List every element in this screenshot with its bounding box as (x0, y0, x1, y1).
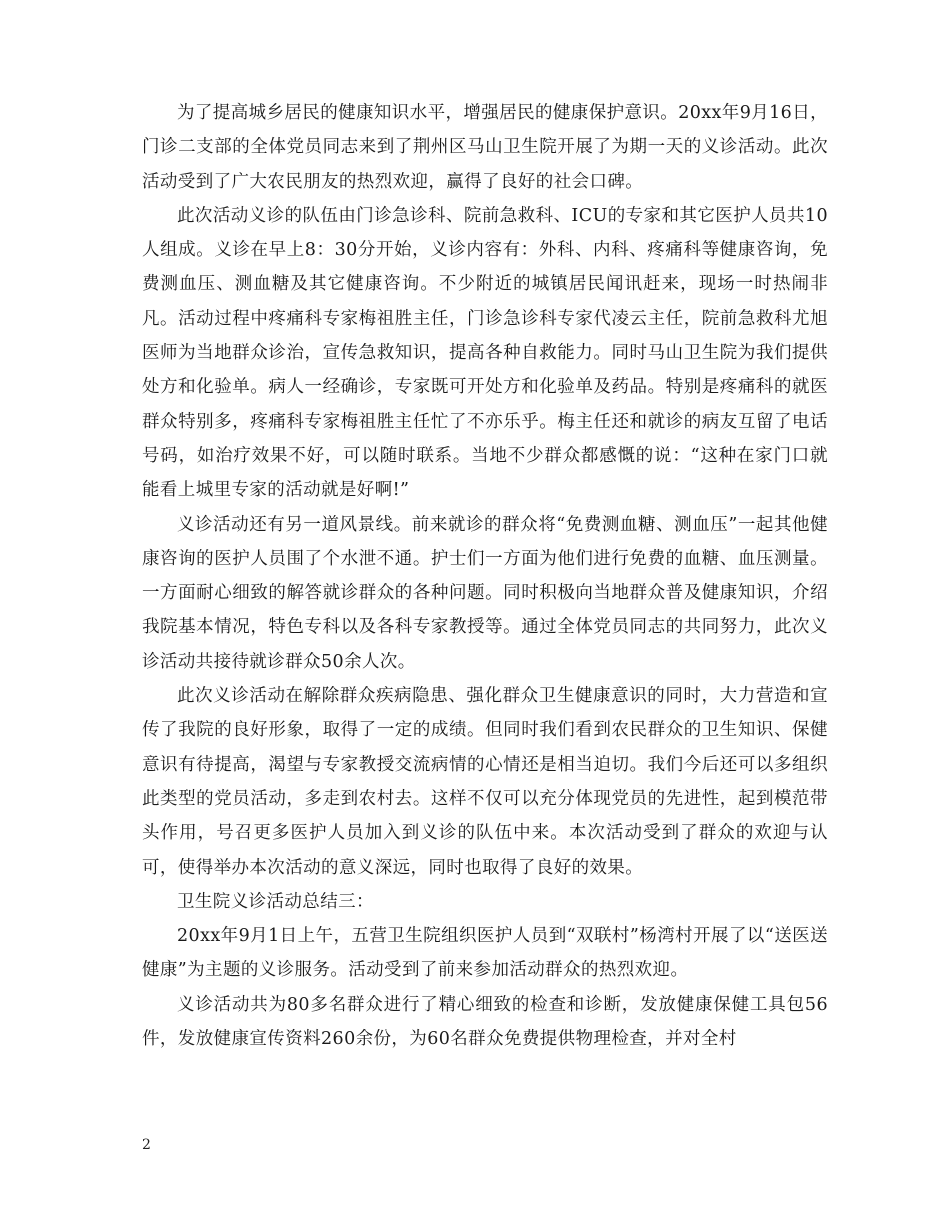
paragraph-2: 此次活动义诊的队伍由门诊急诊科、院前急救科、ICU的专家和其它医护人员共10人组成。义诊在早上8：30分开始，义诊内容有：外科、内科、疼痛科等健康咨询，免费测血压、测血糖及其它健康咨询。不少附近的城镇居民闻讯赶来，现场一时热闹非凡。活动过程中疼痛科专家梅祖胜主任，门诊急诊科专家代凌云主任，院前急救科尤旭医师为当地群众诊治，宣传急救知识，提高各种自救能力。同时马山卫生院为我们提供处方和化验单。病人一经确诊，专家既可开处方和化验单及药品。特别是疼痛科的就医群众特别多，疼痛科专家梅祖胜主任忙了不亦乐乎。梅主任还和就诊的病友互留了电话号码，如治疗效果不好，可以随时联系。当地不少群众都感慨的说：“这种在家门口就能看上城里专家的活动就是好啊!” (142, 205, 828, 501)
section-heading: 卫生院义诊活动总结三： (177, 891, 374, 912)
paragraph-1: 为了提高城乡居民的健康知识水平，增强居民的健康保护意识。20xx年9月16日，门诊二支部的全体党员同志来到了荆州区马山卫生院开展了为期一天的义诊活动。此次活动受到了广大农民朋友的热烈欢迎，赢得了良好的社会口碑。 (142, 103, 829, 192)
paragraph-6: 义诊活动共为80多名群众进行了精心细致的检查和诊断，发放健康保健工具包56件，发放健康宣传资料260余份，为60名群众免费提供物理检查，并对全村 (142, 994, 828, 1050)
paragraph-3: 义诊活动还有另一道风景线。前来就诊的群众将“免费测血糖、测血压”一起其他健康咨询的医护人员围了个水泄不通。护士们一方面为他们进行免费的血糖、血压测量。一方面耐心细致的解答就诊群众的各种问题。同时积极向当地群众普及健康知识，介绍我院基本情况，特色专科以及各科专家教授等。通过全体党员同志的共同努力，此次义诊活动共接待就诊群众50余人次。 (142, 514, 828, 672)
page-number: 2 (142, 1137, 151, 1153)
paragraph-5: 20xx年9月1日上午，五营卫生院组织医护人员到“双联村”杨湾村开展了以“送医送健康”为主题的义诊服务。活动受到了前来参加活动群众的热烈欢迎。 (142, 926, 828, 981)
paragraph-4: 此次义诊活动在解除群众疾病隐患、强化群众卫生健康意识的同时，大力营造和宣传了我院的良好形象，取得了一定的成绩。但同时我们看到农民群众的卫生知识、保健意识有待提高，渴望与专家教授交流病情的心情还是相当迫切。我们今后还可以多组织此类型的党员活动，多走到农村去。这样不仅可以充分体现党员的先进性，起到模范带头作用，号召更多医护人员加入到义诊的队伍中来。本次活动受到了群众的欢迎与认可，使得举办本次活动的意义深远，同时也取得了良好的效果。 (142, 686, 828, 878)
document-body (142, 96, 828, 1056)
